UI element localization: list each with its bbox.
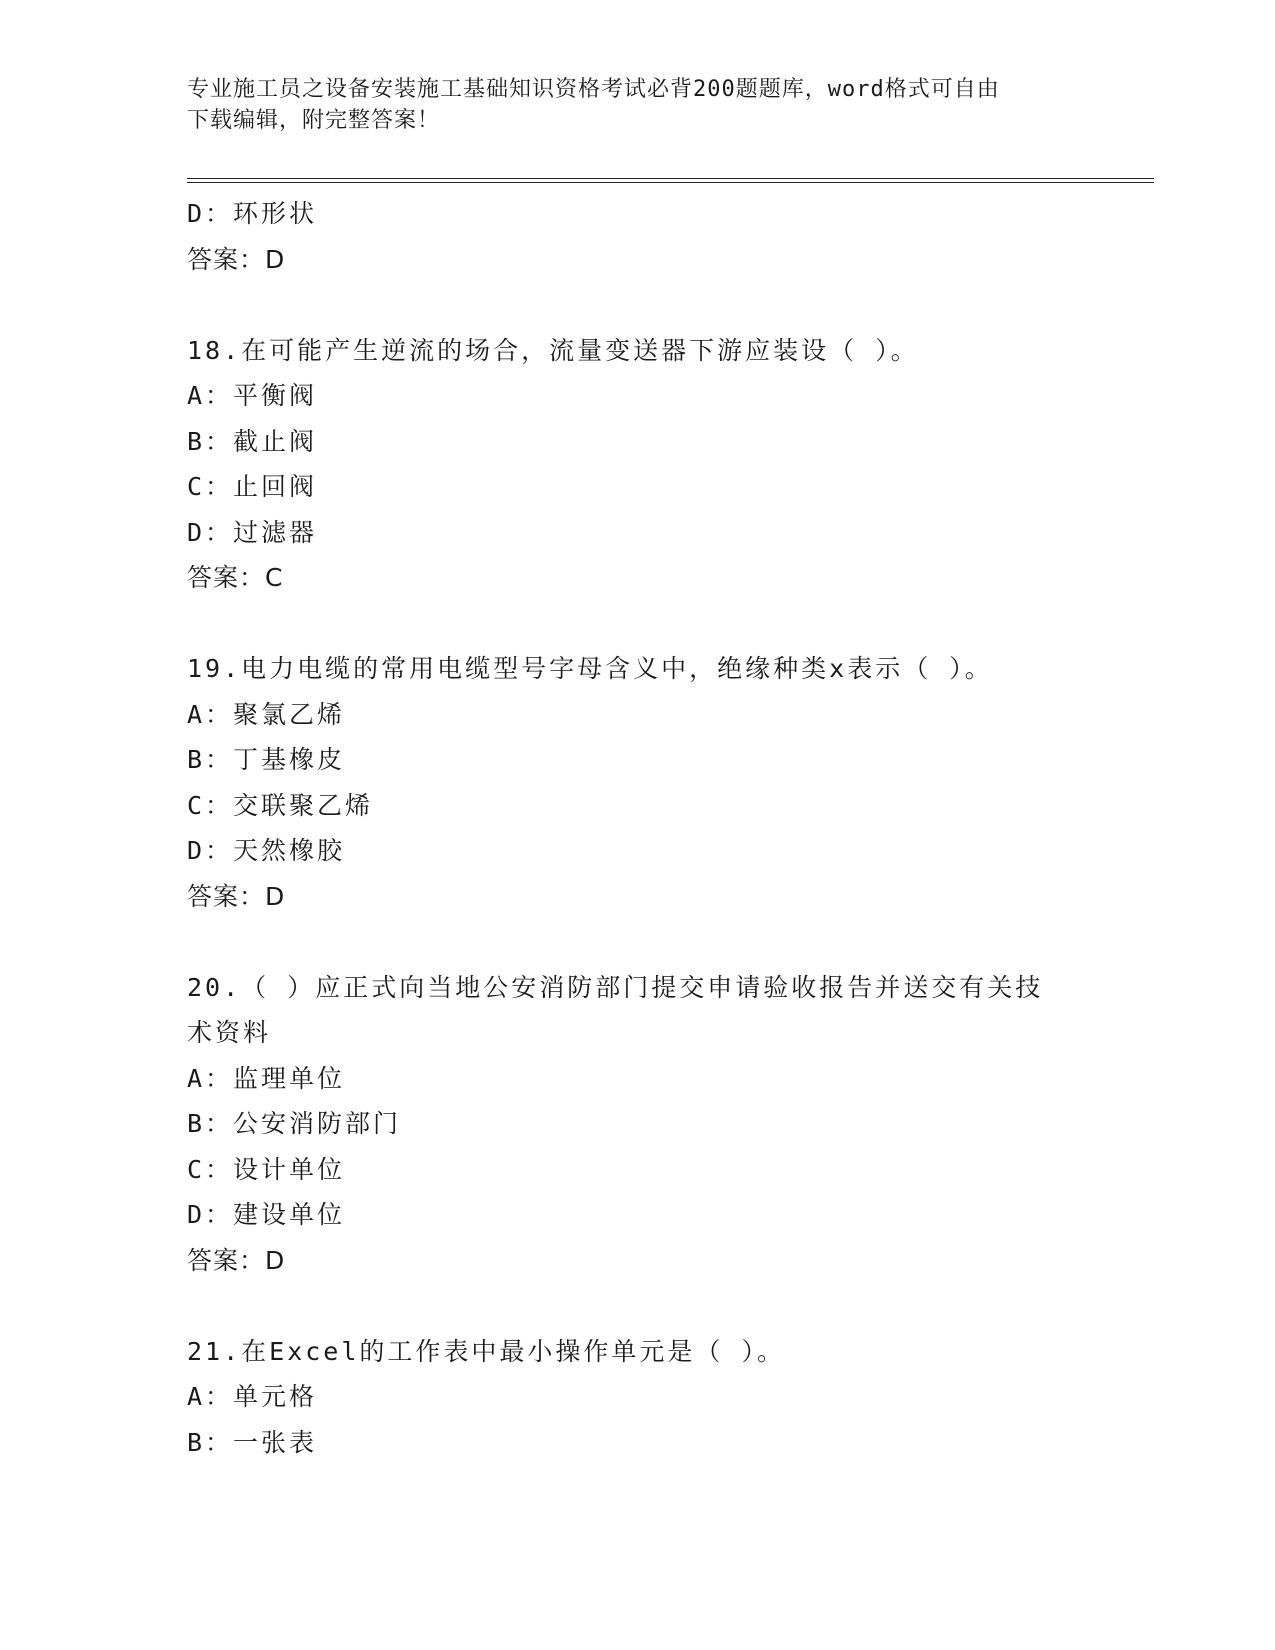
question-18-option-c: C：止回阀 — [187, 472, 318, 501]
question-18-option-b: B：截止阀 — [187, 426, 318, 456]
spacer — [187, 601, 1087, 647]
question-20-option-c: C：设计单位 — [187, 1154, 346, 1184]
question-19-option-d: D：天然橡胶 — [187, 836, 346, 865]
question-19-option-c: C：交联聚乙烯 — [187, 790, 374, 820]
question-list — [187, 191, 1087, 1465]
header-divider-bottom — [187, 182, 1154, 183]
question-20-answer: 答案：D — [187, 1245, 286, 1275]
prev-answer: 答案：D — [187, 244, 286, 274]
header-line-1: 专业施工员之设备安装施工基础知识资格考试必背200题题库，word格式可自由 — [187, 77, 1000, 102]
question-20-option-a: A：监理单位 — [187, 1063, 346, 1093]
question-18-option-d: D：过滤器 — [187, 517, 318, 547]
question-18-title: 18.在可能产生逆流的场合，流量变送器下游应装设（ ）。 — [187, 335, 919, 365]
question-18-option-a: A：平衡阀 — [187, 381, 318, 410]
question-20-title: 20.（ ）应正式向当地公安消防部门提交申请验收报告并送交有关技术资料 — [187, 972, 1044, 1047]
spacer — [187, 282, 1087, 328]
question-21-option-b: B：一张表 — [187, 1427, 318, 1457]
spacer — [187, 1283, 1087, 1329]
document-header — [187, 74, 1087, 136]
question-19-answer: 答案：D — [187, 881, 286, 911]
spacer — [187, 919, 1087, 965]
question-19-option-b: B：丁基橡皮 — [187, 745, 346, 774]
header-divider-top — [187, 178, 1154, 179]
question-20-option-b: B：公安消防部门 — [187, 1109, 402, 1138]
prev-option-d: D：环形状 — [187, 199, 318, 228]
question-20-option-d: D：建设单位 — [187, 1200, 346, 1229]
question-21-title: 21.在Excel的工作表中最小操作单元是（ ）。 — [187, 1336, 785, 1366]
question-18-answer: 答案：C — [187, 563, 284, 592]
question-19-option-a: A：聚氯乙烯 — [187, 699, 346, 729]
question-19-title: 19.电力电缆的常用电缆型号字母含义中，绝缘种类x表示（ ）。 — [187, 654, 993, 683]
question-21-option-a: A：单元格 — [187, 1382, 318, 1411]
header-line-2: 下载编辑，附完整答案！ — [187, 108, 441, 133]
